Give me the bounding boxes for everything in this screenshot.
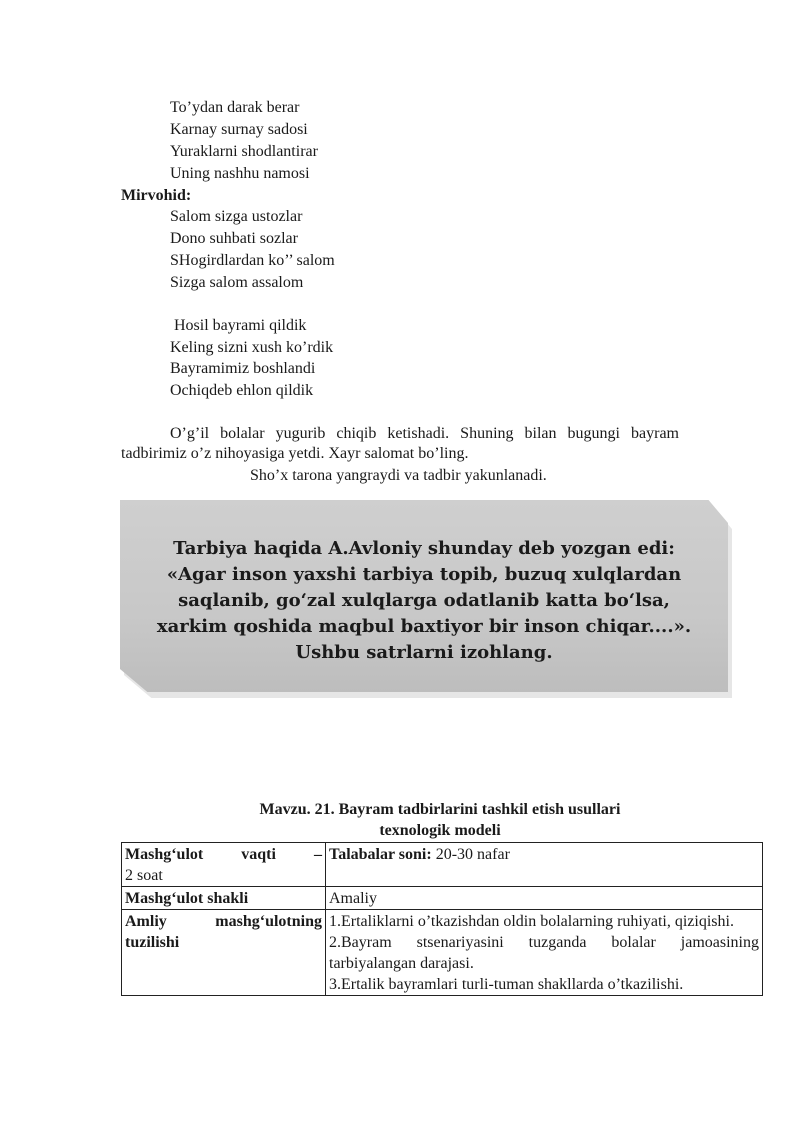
poem-line: Keling sizni xush ko’rdik [170, 339, 334, 356]
table-cell [326, 910, 763, 996]
session-time: Mashg‘ulot vaqti – 2 soat [125, 846, 322, 884]
lesson-model-table [121, 842, 763, 996]
table-cell [326, 887, 763, 910]
table-cell [122, 843, 326, 887]
student-count-label: Talabalar soni: [329, 846, 432, 863]
poem-line: Dono suhbati sozlar [170, 230, 298, 247]
table-cell [122, 887, 326, 910]
table-row [122, 910, 763, 996]
table-cell [326, 843, 763, 887]
structure-item: 2.Bayram stsenariyasini tuzganda bolalar jamoasining tarbiyalangan darajasi. [329, 934, 759, 972]
table-caption-line2: texnologik modeli [379, 822, 501, 839]
poem-line: Hosil bayrami qildik [174, 317, 307, 334]
closing-paragraph [121, 424, 679, 464]
poem-line: Salom sizga ustozlar [170, 208, 303, 225]
structure-label: Amliy mashg‘ulotning tuzilishi [125, 913, 322, 951]
table-row [122, 843, 763, 887]
session-form-label: Mashg‘ulot shakli [125, 890, 249, 907]
structure-item: 3.Ertalik bayramlari turli-tuman shakllarda o’tkazilishi. [329, 976, 684, 993]
poem-line: Uning nashhu namosi [170, 165, 310, 182]
student-count-value: 20-30 nafar [431, 846, 510, 863]
table-cell [122, 910, 326, 996]
closing-line: Sho’x tarona yangraydi va tadbir yakunlanadi. [250, 467, 547, 484]
poem-line: Ochiqdeb ehlon qildik [170, 382, 314, 399]
quote-callout-text: Tarbiya haqida A.Avloniy shunday deb yozgan edi: «Agar inson yaxshi tarbiya topib, buzuq xulqlardan saqlanib, go‘zal xulqlarga odatlanib katta bo‘lsa, xarkim qoshida maqbul baxtiyor bir inson chiqar....». Ushbu satrlarni izohlang. [156, 538, 692, 663]
table-row [122, 887, 763, 910]
poem-line: Sizga salom assalom [170, 274, 304, 291]
poem-line: Karnay surnay sadosi [170, 121, 308, 138]
structure-items [329, 911, 759, 995]
closing-paragraph-text: O’g’il bolalar yugurib chiqib ketishadi. Shuning bilan bugungi bayram tadbirimiz o’z nihoyasiga yetdi. Xayr salomat bo’ling. [121, 425, 679, 462]
poem-line: SHogirdlardan ko’’ salom [170, 252, 335, 269]
poem-line: Yuraklarni shodlantirar [170, 143, 318, 160]
session-form-value: Amaliy [329, 890, 377, 907]
poem-line: To’ydan darak berar [170, 99, 300, 116]
speaker-name: Mirvohid: [121, 187, 192, 204]
poem-line: Bayramimiz boshlandi [170, 360, 316, 377]
table-caption-line1: Mavzu. 21. Bayram tadbirlarini tashkil etish usullari [259, 801, 621, 818]
structure-item: 1.Ertaliklarni o’tkazishdan oldin bolalarning ruhiyati, qiziqishi. [329, 913, 734, 930]
